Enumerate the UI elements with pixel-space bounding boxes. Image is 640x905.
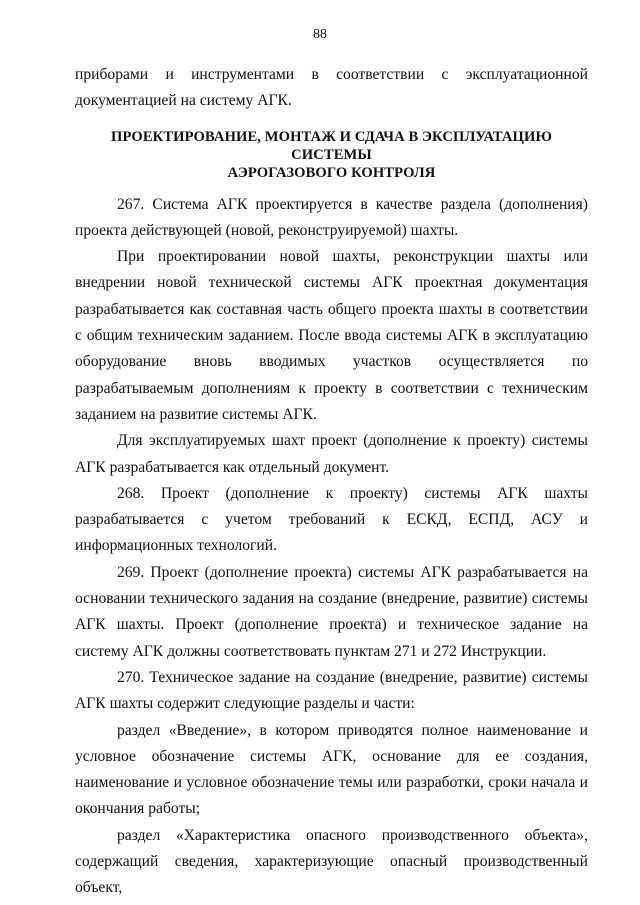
paragraph-269: 269. Проект (дополнение проекта) системы АГК разрабатывается на основании технического задания на создание (внедрение, развитие) системы АГК шахты. Проект (дополнение проекта) и техническое задание на систему АГК должны соответствовать пунктам 271 и 272 Инструкции. — [75, 563, 588, 660]
section-heading-line-1: ПРОЕКТИРОВАНИЕ, МОНТАЖ И СДАЧА В ЭКСПЛУАТАЦИЮ СИСТЕМЫ — [111, 128, 552, 163]
intro-paragraph: приборами и инструментами в соответствии с эксплуатационной документацией на систему АГК. — [75, 66, 588, 110]
paragraph-existing-mines: Для эксплуатируемых шахт проект (дополнение к проекту) системы АГК разрабатывается как отдельный документ. — [75, 432, 588, 476]
section-heading — [75, 128, 588, 182]
paragraph-section-characteristics: раздел «Характеристика опасного производственного объекта», содержащий сведения, характеризующие опасный производственный объект, — [75, 826, 588, 897]
document-body — [75, 62, 588, 902]
section-heading-line-2: АЭРОГАЗОВОГО КОНТРОЛЯ — [227, 164, 436, 181]
paragraph-268: 268. Проект (дополнение к проекту) системы АГК шахты разрабатывается с учетом требований к ЕСКД, ЕСПД, АСУ и информационных технологий. — [75, 484, 588, 555]
paragraph-section-introduction: раздел «Введение», в котором приводятся полное наименование и условное обозначение системы АГК, основание для ее создания, наименование и условное обозначение темы или разработки, сроки начала и окончания работы; — [75, 721, 588, 818]
paragraph-267: 267. Система АГК проектируется в качестве раздела (дополнения) проекта действующей (новой, реконструируемой) шахты. — [75, 195, 588, 239]
paragraph-270: 270. Техническое задание на создание (внедрение, развитие) системы АГК шахты содержит следующие разделы и части: — [75, 668, 588, 713]
page-number: 88 — [313, 27, 327, 42]
paragraph-new-mine-design: При проектировании новой шахты, реконструкции шахты или внедрении новой технической системы АГК проектная документация разрабатывается как составная часть общего проекта шахты в соответствии с общим техническим заданием. После ввода системы АГК в эксплуатацию оборудование вновь вводимых участков осуществляется по разрабатываемым дополнениям к проекту в соответствии с техническим заданием на развитие системы АГК. — [75, 248, 588, 423]
